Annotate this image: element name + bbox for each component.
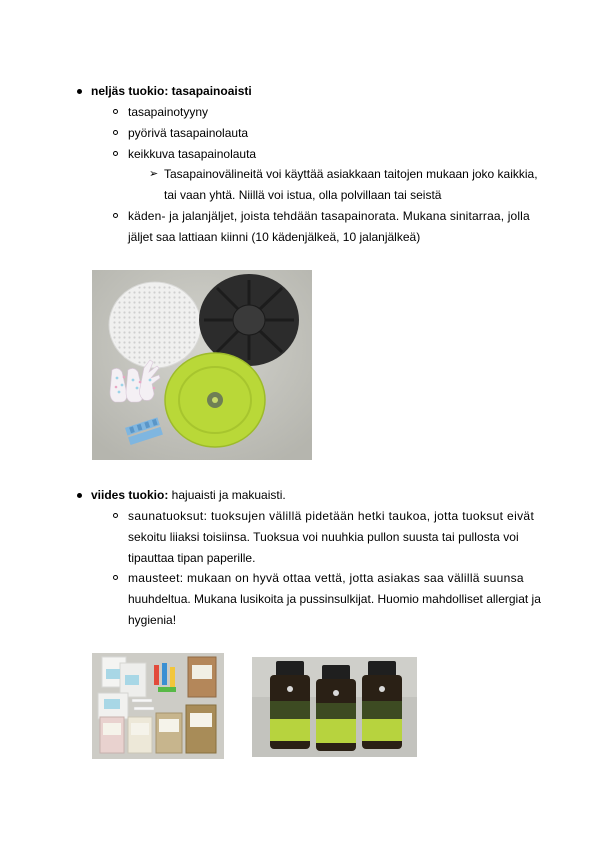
list-item: jäljet saa lattiaan kiinni (10 kädenjälkeä, 10 jalanjälkeä) — [128, 230, 421, 244]
sub-bullet — [113, 513, 118, 518]
sub-bullet — [113, 109, 118, 114]
section-heading-5 — [91, 488, 286, 502]
list-item: saunatuoksut: tuoksujen välillä pidetään hetki taukoa, jotta tuoksut eivät — [128, 509, 535, 523]
list-item: hygienia! — [128, 613, 177, 627]
section-heading-4: neljäs tuokio: tasapainoaisti — [91, 84, 252, 98]
section-heading-5-bold: viides tuokio: — [91, 488, 169, 502]
sub-bullet — [113, 575, 118, 580]
list-item: mausteet: mukaan on hyvä ottaa vettä, jotta asiakas saa välillä suunsa — [128, 571, 524, 585]
section-heading-5-rest: hajuaisti ja makuaisti. — [168, 488, 286, 502]
list-item: pyörivä tasapainolauta — [128, 126, 249, 140]
list-item: sekoitu liiaksi toisiinsa. Tuoksua voi nuuhkia pullon suusta tai pullosta voi — [128, 530, 519, 544]
balance-equipment-photo — [92, 270, 312, 460]
list-item: tipauttaa tipan paperille. — [128, 551, 256, 565]
list-item: tasapainotyyny — [128, 105, 209, 119]
list-item: käden- ja jalanjäljet, joista tehdään tasapainorata. Mukana sinitarraa, jolla — [128, 209, 530, 223]
sub-note: Tasapainovälineitä voi käyttää asiakkaan taitojen mukaan joko kaikkia, — [164, 167, 538, 181]
bullet — [77, 89, 82, 94]
list-item: huuhdeltua. Mukana lusikoita ja pussinsulkijat. Huomio mahdolliset allergiat ja — [128, 592, 541, 606]
sub-note: tai vaan yhtä. Niillä voi istua, olla polvillaan tai seistä — [164, 188, 442, 202]
list-item: keikkuva tasapainolauta — [128, 147, 257, 161]
sub-bullet — [113, 151, 118, 156]
sub-bullet — [113, 213, 118, 218]
arrow-bullet-icon: ➢ — [149, 168, 159, 180]
spices-photo — [92, 653, 224, 759]
bullet — [77, 493, 82, 498]
sauna-scents-photo — [252, 657, 417, 757]
sub-bullet — [113, 130, 118, 135]
